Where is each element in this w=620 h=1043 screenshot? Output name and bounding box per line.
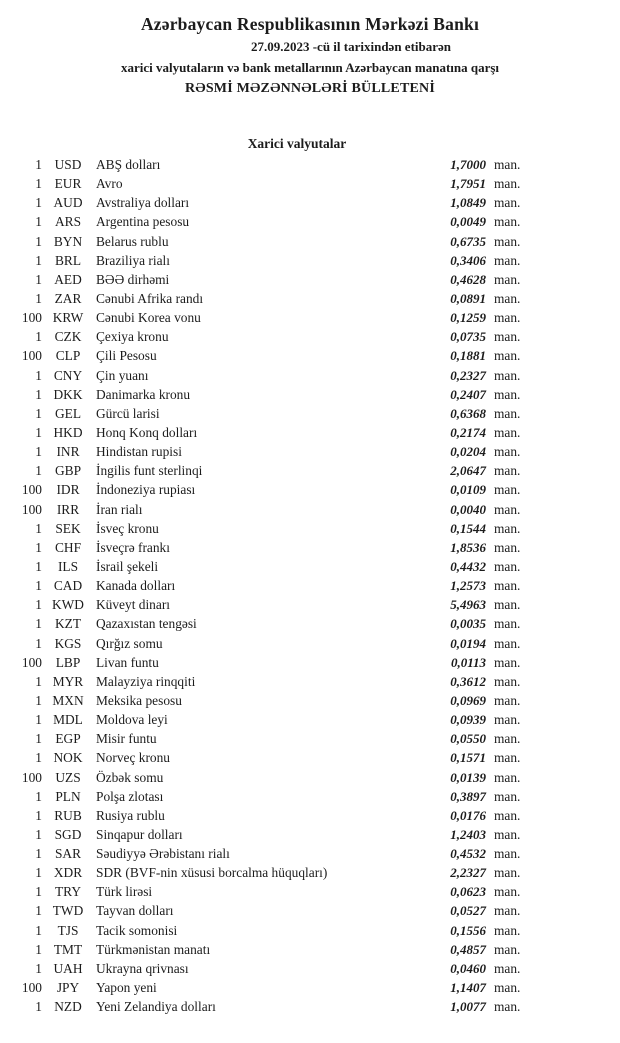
currency-name: Polşa zlotası bbox=[96, 788, 164, 804]
quantity: 1 bbox=[35, 290, 42, 306]
currency-name: Misir funtu bbox=[96, 731, 157, 747]
unit-label: man. bbox=[494, 386, 521, 402]
table-row bbox=[20, 768, 532, 787]
currency-code: JPY bbox=[56, 980, 80, 996]
unit-label: man. bbox=[494, 654, 521, 670]
table-row bbox=[20, 557, 532, 576]
quantity: 1 bbox=[35, 922, 42, 938]
table-row bbox=[20, 423, 532, 442]
currency-name: Qazaxıstan tengəsi bbox=[96, 616, 197, 632]
rate-value: 0,0109 bbox=[450, 482, 486, 498]
currency-code: IDR bbox=[56, 482, 80, 498]
rate-value: 0,0139 bbox=[450, 769, 486, 785]
table-row bbox=[20, 442, 532, 461]
unit-label: man. bbox=[494, 252, 521, 268]
rate-value: 0,0049 bbox=[450, 214, 486, 230]
unit-label: man. bbox=[494, 788, 521, 804]
quantity: 100 bbox=[21, 654, 42, 670]
unit-label: man. bbox=[494, 635, 521, 651]
currency-name: Gürcü larisi bbox=[96, 405, 160, 421]
currency-name: Rusiya rublu bbox=[96, 807, 165, 823]
currency-name: Moldova leyi bbox=[96, 712, 168, 728]
quantity: 1 bbox=[35, 731, 42, 747]
rate-value: 0,1881 bbox=[450, 348, 486, 364]
quantity: 1 bbox=[35, 444, 42, 460]
bulletin-header bbox=[0, 0, 620, 100]
unit-label: man. bbox=[494, 271, 521, 287]
currency-code: IRR bbox=[56, 501, 80, 517]
unit-label: man. bbox=[494, 922, 521, 938]
currency-name: Hindistan rupisi bbox=[96, 444, 182, 460]
rate-value: 0,0623 bbox=[450, 884, 486, 900]
unit-label: man. bbox=[494, 290, 521, 306]
rate-value: 5,4963 bbox=[450, 597, 486, 613]
unit-label: man. bbox=[494, 750, 521, 766]
table-row bbox=[20, 921, 532, 940]
quantity: 1 bbox=[35, 271, 42, 287]
quantity: 1 bbox=[35, 558, 42, 574]
unit-label: man. bbox=[494, 176, 521, 192]
exchange-rates-table bbox=[20, 155, 532, 1016]
quantity: 1 bbox=[35, 157, 42, 172]
unit-label: man. bbox=[494, 233, 521, 249]
rate-value: 0,6735 bbox=[450, 233, 486, 249]
currency-code: PLN bbox=[55, 788, 81, 804]
rate-value: 0,2174 bbox=[450, 424, 486, 440]
rate-value: 0,3897 bbox=[450, 788, 486, 804]
quantity: 1 bbox=[35, 865, 42, 881]
unit-label: man. bbox=[494, 826, 521, 842]
table-row bbox=[20, 825, 532, 844]
table-row bbox=[20, 978, 532, 997]
quantity: 1 bbox=[35, 214, 42, 230]
rate-value: 1,7000 bbox=[450, 157, 486, 172]
currency-code: KZT bbox=[54, 616, 82, 632]
rate-value: 1,0077 bbox=[450, 999, 486, 1015]
currency-name: ABŞ dolları bbox=[96, 157, 161, 172]
quantity: 1 bbox=[35, 941, 42, 957]
currency-name: Malayziya rinqqiti bbox=[96, 673, 196, 689]
currency-code: ARS bbox=[54, 214, 82, 230]
currency-name: Belarus rublu bbox=[96, 233, 169, 249]
currency-code: XDR bbox=[53, 865, 83, 881]
quantity: 1 bbox=[35, 635, 42, 651]
table-row bbox=[20, 385, 532, 404]
currency-code: GBP bbox=[54, 463, 82, 479]
rate-value: 0,0550 bbox=[450, 731, 486, 747]
table-row bbox=[20, 710, 532, 729]
unit-label: man. bbox=[494, 673, 521, 689]
quantity: 1 bbox=[35, 712, 42, 728]
table-row bbox=[20, 806, 532, 825]
quantity: 100 bbox=[21, 769, 42, 785]
quantity: 100 bbox=[21, 348, 42, 364]
table-row bbox=[20, 155, 532, 174]
rate-value: 0,0035 bbox=[450, 616, 486, 632]
unit-label: man. bbox=[494, 712, 521, 728]
bulletin-scope-line: xarici valyutaların və bank metallarının Azərbaycan manatına qarşı bbox=[120, 60, 500, 75]
currency-name: Meksika pesosu bbox=[96, 692, 182, 708]
quantity: 1 bbox=[35, 386, 42, 402]
table-row bbox=[20, 614, 532, 633]
rate-value: 1,2403 bbox=[450, 826, 486, 842]
quantity: 1 bbox=[35, 692, 42, 708]
currency-code: CAD bbox=[53, 578, 83, 594]
quantity: 1 bbox=[35, 463, 42, 479]
rate-value: 0,2407 bbox=[450, 386, 486, 402]
table-row bbox=[20, 940, 532, 959]
rate-value: 0,3612 bbox=[450, 673, 486, 689]
currency-code: BRL bbox=[54, 252, 82, 268]
rate-value: 1,1407 bbox=[450, 980, 486, 996]
unit-label: man. bbox=[494, 214, 521, 230]
currency-code: HKD bbox=[53, 424, 83, 440]
currency-code: MXN bbox=[52, 692, 84, 708]
currency-name: Avstraliya dolları bbox=[96, 195, 190, 211]
effective-date-text: 27.09.2023 -cü il tarixindən etibarən bbox=[250, 39, 452, 54]
currency-name: Tayvan dolları bbox=[96, 903, 174, 919]
unit-label: man. bbox=[494, 807, 521, 823]
quantity: 1 bbox=[35, 329, 42, 345]
rate-value: 0,0735 bbox=[450, 329, 486, 345]
currency-code: AED bbox=[54, 271, 82, 287]
unit-label: man. bbox=[494, 539, 521, 555]
currency-code: USD bbox=[54, 157, 82, 172]
table-row bbox=[20, 959, 532, 978]
currency-name: İndoneziya rupiası bbox=[96, 482, 196, 498]
quantity: 1 bbox=[35, 424, 42, 440]
quantity: 1 bbox=[35, 960, 42, 976]
quantity: 100 bbox=[21, 310, 42, 326]
currency-name: SDR (BVF-nin xüsusi borcalma hüquqları) bbox=[96, 865, 328, 881]
currency-code: KGS bbox=[54, 635, 82, 651]
table-row bbox=[20, 174, 532, 193]
rate-value: 0,0113 bbox=[450, 654, 486, 670]
table-row bbox=[20, 672, 532, 691]
quantity: 1 bbox=[35, 616, 42, 632]
currency-code: CZK bbox=[54, 329, 82, 345]
table-row bbox=[20, 653, 532, 672]
unit-label: man. bbox=[494, 558, 521, 574]
quantity: 1 bbox=[35, 884, 42, 900]
effective-date-line bbox=[0, 36, 620, 58]
currency-name: Sinqapur dolları bbox=[96, 826, 183, 842]
currency-code: INR bbox=[56, 444, 80, 460]
table-row bbox=[20, 634, 532, 653]
currency-code: KRW bbox=[52, 310, 84, 326]
rate-value: 0,4857 bbox=[450, 941, 486, 957]
unit-label: man. bbox=[494, 846, 521, 862]
currency-code: ILS bbox=[57, 558, 79, 574]
unit-label: man. bbox=[494, 520, 521, 536]
rate-value: 1,8536 bbox=[450, 539, 486, 555]
rate-value: 0,0204 bbox=[450, 444, 486, 460]
currency-name: Honq Konq dolları bbox=[96, 424, 198, 440]
currency-name: Avro bbox=[96, 176, 123, 192]
table-row bbox=[20, 346, 532, 365]
unit-label: man. bbox=[494, 482, 521, 498]
section-heading-text: Xarici valyutalar bbox=[247, 136, 347, 151]
quantity: 1 bbox=[35, 903, 42, 919]
unit-label: man. bbox=[494, 999, 521, 1015]
currency-code: MYR bbox=[52, 673, 84, 689]
rate-value: 1,2573 bbox=[450, 578, 486, 594]
currency-name: İsveçrə frankı bbox=[96, 539, 170, 555]
currency-code: AUD bbox=[53, 195, 83, 211]
currency-name: Braziliya rialı bbox=[96, 252, 170, 268]
currency-code: RUB bbox=[54, 807, 82, 823]
currency-code: SGD bbox=[54, 826, 82, 842]
unit-label: man. bbox=[494, 157, 521, 172]
quantity: 1 bbox=[35, 826, 42, 842]
currency-name: Livan funtu bbox=[96, 654, 159, 670]
quantity: 1 bbox=[35, 673, 42, 689]
unit-label: man. bbox=[494, 884, 521, 900]
rate-value: 1,7951 bbox=[450, 176, 486, 192]
unit-label: man. bbox=[494, 616, 521, 632]
currency-code: LBP bbox=[55, 654, 81, 670]
currency-name: Cənubi Afrika randı bbox=[96, 290, 204, 306]
table-row bbox=[20, 787, 532, 806]
currency-code: TMT bbox=[53, 941, 83, 957]
table-row bbox=[20, 289, 532, 308]
rate-value: 0,3406 bbox=[450, 252, 486, 268]
quantity: 1 bbox=[35, 252, 42, 268]
table-row bbox=[20, 538, 532, 557]
currency-name: Çexiya kronu bbox=[96, 329, 169, 345]
quantity: 1 bbox=[35, 788, 42, 804]
currency-code: UAH bbox=[53, 960, 83, 976]
currency-code: EUR bbox=[54, 176, 82, 192]
unit-label: man. bbox=[494, 597, 521, 613]
table-row bbox=[20, 729, 532, 748]
rate-value: 0,0939 bbox=[450, 712, 486, 728]
rate-value: 0,0176 bbox=[450, 807, 486, 823]
table-row bbox=[20, 863, 532, 882]
currency-code: CNY bbox=[53, 367, 83, 383]
currency-code: ZAR bbox=[54, 290, 82, 306]
unit-label: man. bbox=[494, 195, 521, 211]
quantity: 1 bbox=[35, 597, 42, 613]
currency-code: SEK bbox=[55, 520, 81, 536]
unit-label: man. bbox=[494, 463, 521, 479]
table-row bbox=[20, 882, 532, 901]
rate-value: 0,1571 bbox=[450, 750, 486, 766]
currency-code: TRY bbox=[54, 884, 82, 900]
table-row bbox=[20, 844, 532, 863]
currency-code: DKK bbox=[53, 386, 83, 402]
quantity: 100 bbox=[21, 482, 42, 498]
currency-code: UZS bbox=[55, 769, 81, 785]
table-row bbox=[20, 366, 532, 385]
quantity: 1 bbox=[35, 807, 42, 823]
bulletin-title: RƏSMİ MƏZƏNNƏLƏRİ BÜLLETENİ bbox=[184, 81, 436, 96]
bank-name-title: Azərbaycan Respublikasının Mərkəzi Bankı bbox=[140, 14, 480, 34]
table-row bbox=[20, 232, 532, 251]
currency-name: Özbək somu bbox=[96, 769, 164, 785]
rate-value: 0,6368 bbox=[450, 405, 486, 421]
currency-name: İran rialı bbox=[96, 501, 143, 517]
currency-code: NZD bbox=[54, 999, 82, 1015]
unit-label: man. bbox=[494, 501, 521, 517]
unit-label: man. bbox=[494, 405, 521, 421]
currency-name: Ukrayna qrivnası bbox=[96, 960, 189, 976]
table-row bbox=[20, 480, 532, 499]
table-row bbox=[20, 576, 532, 595]
unit-label: man. bbox=[494, 960, 521, 976]
currency-code: KWD bbox=[52, 597, 84, 613]
table-row bbox=[20, 997, 532, 1016]
table-row bbox=[20, 212, 532, 231]
unit-label: man. bbox=[494, 578, 521, 594]
unit-label: man. bbox=[494, 348, 521, 364]
currency-code: EGP bbox=[55, 731, 81, 747]
rate-value: 0,0969 bbox=[450, 692, 486, 708]
unit-label: man. bbox=[494, 769, 521, 785]
rate-value: 0,0040 bbox=[450, 501, 486, 517]
rate-value: 2,2327 bbox=[450, 865, 486, 881]
quantity: 1 bbox=[35, 367, 42, 383]
rate-value: 0,0460 bbox=[450, 960, 486, 976]
table-row bbox=[20, 404, 532, 423]
unit-label: man. bbox=[494, 865, 521, 881]
rate-value: 0,2327 bbox=[450, 367, 486, 383]
currency-name: Cənubi Korea vonu bbox=[96, 310, 201, 326]
unit-label: man. bbox=[494, 329, 521, 345]
currency-name: Türkmənistan manatı bbox=[96, 941, 211, 957]
table-row bbox=[20, 595, 532, 614]
unit-label: man. bbox=[494, 903, 521, 919]
currency-name: İngilis funt sterlinqi bbox=[96, 463, 203, 479]
rate-value: 0,4628 bbox=[450, 271, 486, 287]
unit-label: man. bbox=[494, 980, 521, 996]
currency-name: Yeni Zelandiya dolları bbox=[96, 999, 216, 1015]
rate-value: 0,4432 bbox=[450, 558, 486, 574]
currency-code: MDL bbox=[53, 712, 83, 728]
table-row bbox=[20, 461, 532, 480]
table-row bbox=[20, 500, 532, 519]
rate-value: 0,4532 bbox=[450, 846, 486, 862]
currency-code: TWD bbox=[52, 903, 84, 919]
table-row bbox=[20, 327, 532, 346]
currency-name: BƏƏ dirhəmi bbox=[96, 271, 170, 287]
table-row bbox=[20, 691, 532, 710]
table-row bbox=[20, 193, 532, 212]
table-row bbox=[20, 519, 532, 538]
rate-value: 0,0891 bbox=[450, 290, 486, 306]
unit-label: man. bbox=[494, 310, 521, 326]
rate-value: 2,0647 bbox=[450, 463, 486, 479]
quantity: 100 bbox=[21, 501, 42, 517]
currency-code: BYN bbox=[53, 233, 83, 249]
currency-name: Yapon yeni bbox=[96, 980, 157, 996]
section-heading bbox=[0, 134, 620, 153]
currency-name: Küveyt dinarı bbox=[96, 597, 171, 613]
currency-name: Qırğız somu bbox=[96, 635, 163, 651]
rate-value: 0,1544 bbox=[450, 520, 486, 536]
unit-label: man. bbox=[494, 367, 521, 383]
currency-name: Çin yuanı bbox=[96, 367, 149, 383]
quantity: 1 bbox=[35, 539, 42, 555]
rate-value: 0,0194 bbox=[450, 635, 486, 651]
quantity: 1 bbox=[35, 405, 42, 421]
quantity: 1 bbox=[35, 846, 42, 862]
rate-value: 0,0527 bbox=[450, 903, 486, 919]
rate-value: 0,1556 bbox=[450, 922, 486, 938]
rate-value: 1,0849 bbox=[450, 195, 486, 211]
currency-name: Türk lirəsi bbox=[96, 884, 153, 900]
quantity: 1 bbox=[35, 578, 42, 594]
unit-label: man. bbox=[494, 941, 521, 957]
currency-name: Çili Pesosu bbox=[96, 348, 157, 364]
table-row bbox=[20, 251, 532, 270]
currency-name: Danimarka kronu bbox=[96, 386, 191, 402]
currency-code: CHF bbox=[54, 539, 82, 555]
unit-label: man. bbox=[494, 692, 521, 708]
quantity: 1 bbox=[35, 999, 42, 1015]
currency-code: SAR bbox=[54, 846, 82, 862]
currency-code: GEL bbox=[54, 405, 82, 421]
currency-name: Səudiyyə Ərəbistanı rialı bbox=[96, 846, 230, 862]
currency-code: CLP bbox=[55, 348, 81, 364]
quantity: 1 bbox=[35, 750, 42, 766]
currency-name: Tacik somonisi bbox=[96, 922, 178, 938]
table-row bbox=[20, 748, 532, 767]
quantity: 1 bbox=[35, 233, 42, 249]
unit-label: man. bbox=[494, 424, 521, 440]
rate-value: 0,1259 bbox=[450, 310, 486, 326]
table-row bbox=[20, 901, 532, 920]
table-row bbox=[20, 270, 532, 289]
unit-label: man. bbox=[494, 444, 521, 460]
quantity: 1 bbox=[35, 176, 42, 192]
currency-name: Argentina pesosu bbox=[96, 214, 190, 230]
quantity: 1 bbox=[35, 195, 42, 211]
currency-name: Norveç kronu bbox=[96, 750, 170, 766]
currency-name: Kanada dolları bbox=[96, 578, 176, 594]
currency-name: İsrail şekeli bbox=[96, 558, 159, 574]
table-row bbox=[20, 308, 532, 327]
currency-code: TJS bbox=[57, 922, 79, 938]
unit-label: man. bbox=[494, 731, 521, 747]
currency-code: NOK bbox=[53, 750, 83, 766]
currency-name: İsveç kronu bbox=[96, 520, 159, 536]
quantity: 1 bbox=[35, 520, 42, 536]
quantity: 100 bbox=[21, 980, 42, 996]
